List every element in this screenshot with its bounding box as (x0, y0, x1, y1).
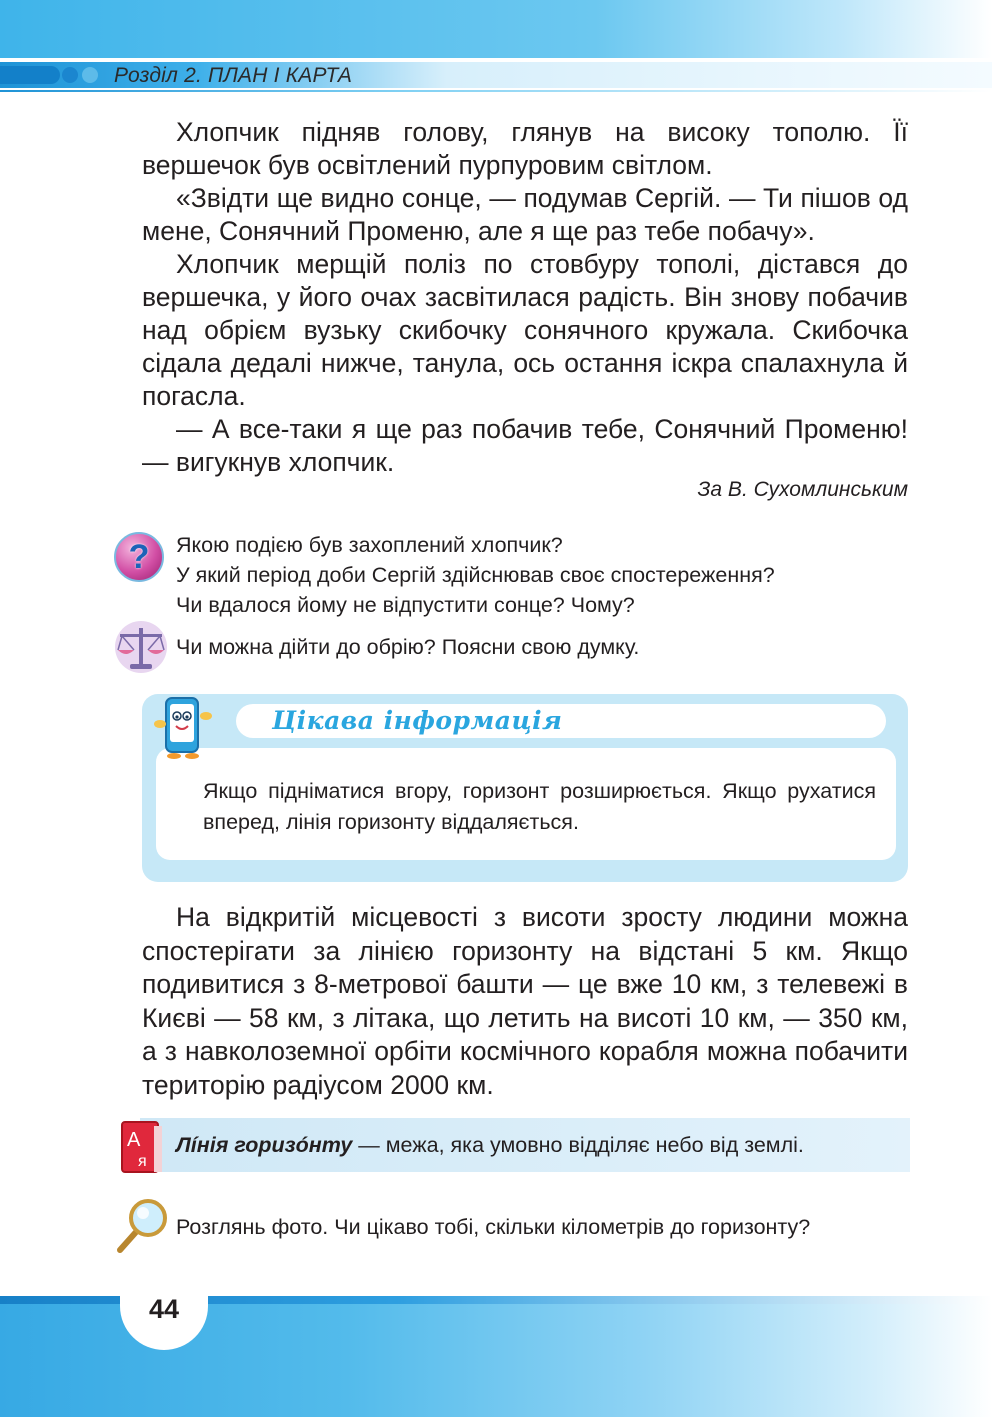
horizon-paragraph (142, 901, 908, 1102)
header-divider (0, 90, 992, 92)
horizon-paragraph-text: На відкритій місцевості з висоти зросту людини можна спостерігати за лінією горизонту на відстані 5 км. Якщо подивитися з 8-метрової башти — це вже 10 км, з телевежі в Києві — 58 км, з літака, що летить на висоті 10 км, — 350 км, а з навколоземної орбіти космічного корабля можна побачити територію радіусом 2000 км. (142, 902, 908, 1100)
info-title: Цікава інформація (272, 706, 563, 735)
section-header (0, 62, 992, 88)
definition (176, 1130, 804, 1160)
info-text: Якщо підніматися вгору, горизонт розширюється. Якщо рухатися вперед, лінія горизонту віддаляється. (203, 779, 876, 834)
question-item: У який період доби Сергій здійснював своє спостереження? (176, 563, 775, 587)
reflection-question: Чи можна дійти до обрію? Поясни свою думку. (176, 635, 640, 659)
question-list (176, 530, 775, 620)
definition-body: — межа, яка умовно відділяє небо від землі. (352, 1133, 804, 1157)
story-paragraph: Хлопчик підняв голову, глянув на високу тополю. Її вершечок був освітлений пурпуровим світлом. (142, 117, 908, 180)
header-blue-tab (0, 66, 60, 84)
scales-icon (112, 620, 170, 674)
question-item: Якою подією був захоплений хлопчик? (176, 533, 563, 557)
observe-task: Розглянь фото. Чи цікаво тобі, скільки кілометрів до горизонту? (176, 1215, 811, 1239)
magnifier-icon (114, 1196, 172, 1254)
header-dot-icon (82, 67, 98, 83)
question-item: Чи вдалося йому не відпустити сонце? Чому? (176, 593, 635, 617)
svg-text:А: А (127, 1129, 141, 1151)
svg-text:я: я (138, 1153, 147, 1170)
story-paragraph: — А все-таки я ще раз побачив тебе, Сонячний Променю! — вигукнув хлопчик. (142, 414, 908, 477)
story-author: За В. Сухомлинським (697, 478, 908, 501)
question-mark-icon: ? (114, 532, 164, 582)
tablet-mascot-icon (152, 694, 214, 760)
page-number: 44 (148, 1294, 180, 1324)
section-title: Розділ 2. ПЛАН І КАРТА (114, 64, 353, 87)
story-text (142, 116, 908, 479)
story-paragraph: Хлопчик мерщій поліз по стовбуру тополі, дістався до вершечка, у його очах засвітилася радість. Він знову побачив над обрієм вузьку скибочку сонячного кружала. Скибочка сідала дедалі нижче, танула, ось остання іскра спалахнула й погасла. (142, 249, 908, 411)
definition-term: Лíнія горизóнту (176, 1133, 353, 1157)
top-decorative-band (0, 0, 992, 58)
story-paragraph: «Звідти ще видно сонце, — подумав Сергій. — Ти пішов од мене, Сонячний Променю, але я ще раз тебе побачу». (142, 183, 908, 246)
header-dot-icon (62, 67, 78, 83)
dictionary-book-icon (118, 1118, 168, 1176)
